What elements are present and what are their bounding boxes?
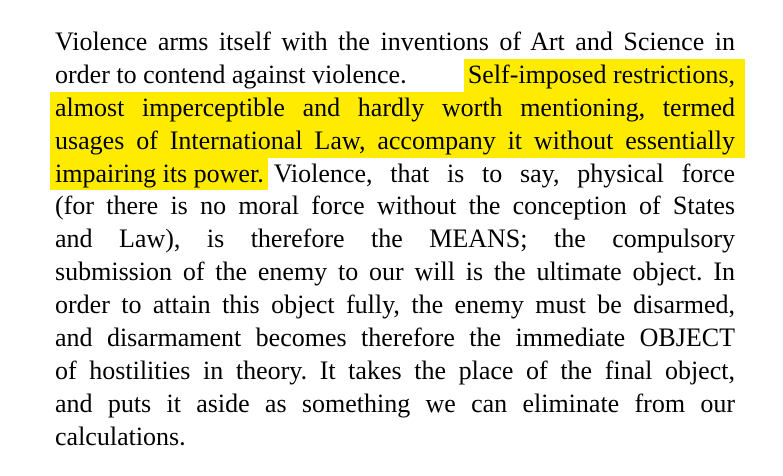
- text-line: order to attain this object fully, the enemy must be disarmed,: [55, 290, 735, 320]
- text-segment: Violence, that is to say, physical force: [273, 158, 735, 188]
- text-line: [55, 125, 735, 158]
- highlighted-text: usages of International Law, accompany it without essentially: [50, 125, 745, 158]
- text-line: [55, 158, 735, 191]
- highlighted-text: impairing its power.: [50, 158, 268, 191]
- text-line: (for there is no moral force without the conception of States: [55, 191, 735, 221]
- text-line: of hostilities in theory. It takes the place of the final object,: [55, 355, 735, 385]
- highlighted-text: Self-imposed restrictions,: [464, 59, 745, 92]
- text-line: submission of the enemy to our will is the ultimate object. In: [55, 257, 735, 287]
- text-line: [55, 92, 735, 125]
- text-line: and puts it aside as something we can eliminate from our: [55, 388, 735, 418]
- text-line: calculations.: [55, 421, 186, 451]
- text-line: and Law), is therefore the MEANS; the compulsory: [55, 224, 735, 254]
- document-paragraph: [55, 26, 735, 454]
- text-segment: order to contend against violence.: [55, 59, 407, 89]
- text-line: and disarmament becomes therefore the immediate OBJECT: [55, 323, 735, 353]
- highlighted-text: almost imperceptible and hardly worth mentioning, termed: [50, 92, 745, 125]
- text-line: Violence arms itself with the inventions of Art and Science in: [55, 27, 735, 56]
- text-line: [55, 59, 735, 92]
